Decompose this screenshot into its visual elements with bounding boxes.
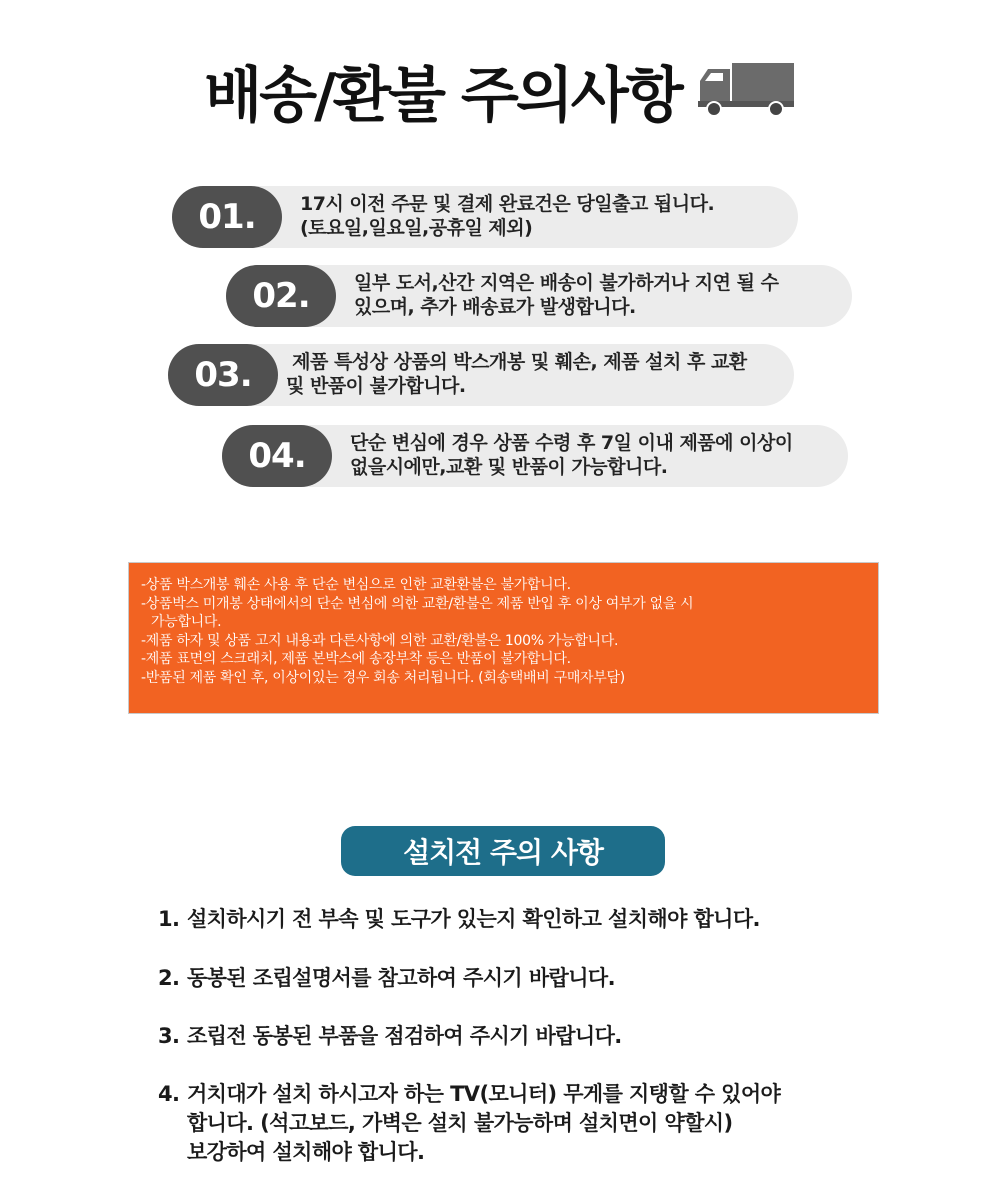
- item-text-line: 있으며, 추가 배송료가 발생합니다.: [354, 296, 636, 318]
- item-number-badge: 02.: [226, 265, 336, 327]
- item-number-badge: 04.: [222, 425, 332, 487]
- item-text-line: 없을시에만,교환 및 반품이 가능합니다.: [350, 456, 668, 478]
- install-item-1: [158, 905, 760, 934]
- notice-line: -제품 표면의 스크래치, 제품 본박스에 송장부착 등은 반품이 불가합니다.: [141, 651, 571, 667]
- page-title: 배송/환불 주의사항: [204, 61, 681, 131]
- install-item-number: 3.: [158, 1024, 180, 1048]
- install-item-2: [158, 964, 615, 993]
- shipping-item-03: [168, 344, 794, 406]
- install-item-text: 설치하시기 전 부속 및 도구가 있는지 확인하고 설치해야 합니다.: [187, 907, 760, 931]
- item-text-line: 및 반품이 불가합니다.: [286, 375, 466, 397]
- notice-line: -반품된 제품 확인 후, 이상이있는 경우 회송 처리됩니다. (회송택배비 구매자부담): [141, 669, 625, 686]
- item-text: [354, 271, 832, 319]
- notice-line: -상품박스 미개봉 상태에서의 단순 변심에 의한 교환/환불은 제품 반입 후 이상 여부가 없을 시: [141, 595, 694, 612]
- install-item-text: 동봉된 조립설명서를 참고하여 주시기 바랍니다.: [187, 966, 615, 990]
- item-number-badge: 03.: [168, 344, 278, 406]
- page-title-row: [0, 48, 1000, 134]
- item-text: [300, 192, 778, 240]
- item-text: [286, 350, 774, 398]
- install-item-text: 거치대가 설치 하시고자 하는 TV(모니터) 무게를 지탱할 수 있어야: [187, 1082, 781, 1106]
- refund-notice-box: [128, 562, 879, 714]
- install-item-number: 1.: [158, 907, 180, 931]
- item-text-line: 17시 이전 주문 및 결제 완료건은 당일출고 됩니다.: [300, 193, 715, 215]
- item-text-line: (토요일,일요일,공휴일 제외): [300, 217, 533, 239]
- truck-icon: [696, 59, 796, 123]
- install-item-number: 2.: [158, 966, 180, 990]
- install-section-title: 설치전 주의 사항: [341, 826, 665, 876]
- item-number-badge: 01.: [172, 186, 282, 248]
- install-item-text: 합니다. (석고보드, 가벽은 설치 불가능하며 설치면이 약할시): [187, 1111, 733, 1135]
- install-item-3: [158, 1022, 622, 1051]
- item-text-line: 일부 도서,산간 지역은 배송이 불가하거나 지연 될 수: [354, 272, 779, 294]
- install-item-number: 4.: [158, 1082, 180, 1106]
- notice-line: -제품 하자 및 상품 고지 내용과 다른사항에 의한 교환/환불은 100% 가능합니다.: [141, 632, 619, 649]
- notice-line: -상품 박스개봉 훼손 사용 후 단순 변심으로 인한 교환환불은 불가합니다.: [141, 577, 571, 593]
- install-item-4: [158, 1080, 780, 1167]
- shipping-item-04: [222, 425, 848, 487]
- item-text-line: 제품 특성상 상품의 박스개봉 및 훼손, 제품 설치 후 교환: [286, 351, 747, 373]
- item-text: [350, 431, 828, 479]
- install-item-text: 조립전 동봉된 부품을 점검하여 주시기 바랍니다.: [187, 1024, 622, 1048]
- install-item-text: 보강하여 설치해야 합니다.: [187, 1140, 425, 1164]
- shipping-item-02: [226, 265, 852, 327]
- item-text-line: 단순 변심에 경우 상품 수령 후 7일 이내 제품에 이상이: [350, 432, 793, 454]
- shipping-item-01: [172, 186, 798, 248]
- notice-line: 가능합니다.: [151, 614, 222, 630]
